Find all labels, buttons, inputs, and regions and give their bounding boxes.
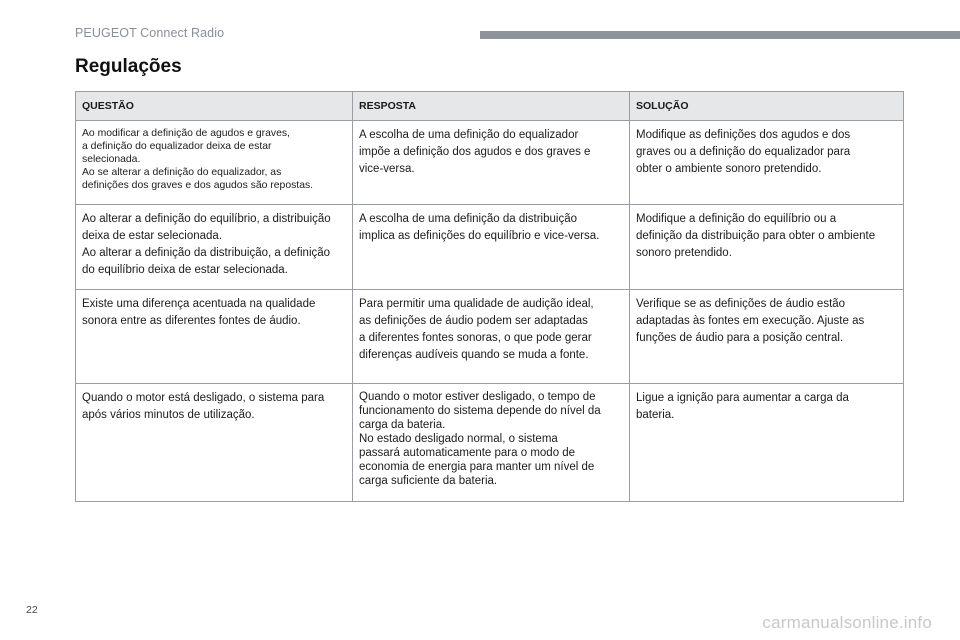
running-header: PEUGEOT Connect Radio xyxy=(75,26,225,40)
cell-line: definição da distribuição para obter o ambiente xyxy=(636,230,876,242)
answer-cell xyxy=(353,384,630,502)
cell-line: obter o ambiente sonoro pretendido. xyxy=(636,163,822,175)
cell-line: Modifique as definições dos agudos e dos xyxy=(636,129,851,141)
cell-line: A escolha de uma definição do equalizador xyxy=(359,129,579,141)
cell-line: bateria. xyxy=(636,409,675,421)
solution-cell xyxy=(630,205,904,290)
cell-line: após vários minutos de utilização. xyxy=(82,409,255,421)
cell-line: diferenças audíveis quando se muda a fonte. xyxy=(359,349,589,361)
page-title: Regulações xyxy=(75,56,182,77)
cell-line: Ao alterar a definição do equilíbrio, a distribuição xyxy=(82,213,331,225)
table-row xyxy=(76,290,904,384)
solution-cell xyxy=(630,121,904,205)
cell-line: vice-versa. xyxy=(359,163,415,175)
column-header-question: QUESTÃO xyxy=(76,92,353,121)
cell-line: sonoro pretendido. xyxy=(636,247,732,259)
solution-cell xyxy=(630,290,904,384)
header-bar xyxy=(480,31,960,39)
cell-line: selecionada. xyxy=(82,154,141,165)
cell-line: Ao alterar a definição da distribuição, a definição xyxy=(82,247,331,259)
table-header-row xyxy=(76,92,904,121)
table-row xyxy=(76,121,904,205)
cell-line: Quando o motor está desligado, o sistema para xyxy=(82,392,325,404)
cell-line: carga da bateria. xyxy=(359,419,446,431)
cell-line: Existe uma diferença acentuada na qualidade xyxy=(82,298,316,310)
cell-line: Para permitir uma qualidade de audição ideal, xyxy=(359,298,594,310)
question-cell xyxy=(76,121,353,205)
cell-line: as definições de áudio podem ser adaptadas xyxy=(359,315,588,327)
cell-line: passará automaticamente para o modo de xyxy=(359,447,576,459)
question-cell xyxy=(76,290,353,384)
answer-cell xyxy=(353,290,630,384)
cell-line: Verifique se as definições de áudio estão xyxy=(636,298,846,310)
cell-line: carga suficiente da bateria. xyxy=(359,475,498,487)
faq-table xyxy=(75,91,904,502)
column-header-answer: RESPOSTA xyxy=(353,92,630,121)
question-cell xyxy=(76,384,353,502)
cell-line: A escolha de uma definição da distribuição xyxy=(359,213,578,225)
cell-line: sonora entre as diferentes fontes de áudio. xyxy=(82,315,301,327)
cell-line: impõe a definição dos agudos e dos graves e xyxy=(359,146,591,158)
question-cell xyxy=(76,205,353,290)
cell-line: do equilíbrio deixa de estar selecionada. xyxy=(82,264,288,276)
watermark-link[interactable]: carmanualsonline.info xyxy=(762,613,932,632)
cell-line: funcionamento do sistema depende do nível da xyxy=(359,405,601,417)
cell-line: No estado desligado normal, o sistema xyxy=(359,433,558,445)
cell-line: funções de áudio para a posição central. xyxy=(636,332,844,344)
cell-line: Ao modificar a definição de agudos e graves, xyxy=(82,128,290,139)
answer-cell xyxy=(353,205,630,290)
cell-line: Quando o motor estiver desligado, o tempo de xyxy=(359,391,596,403)
table-row xyxy=(76,205,904,290)
table-row xyxy=(76,384,904,502)
column-header-solution: SOLUÇÃO xyxy=(630,92,904,121)
cell-line: graves ou a definição do equalizador para xyxy=(636,146,851,158)
cell-line: economia de energia para manter um nível de xyxy=(359,461,595,473)
cell-line: a definição do equalizador deixa de estar xyxy=(82,141,272,152)
cell-line: Ligue a ignição para aumentar a carga da xyxy=(636,392,849,404)
page-number: 22 xyxy=(26,604,38,616)
cell-line: adaptadas às fontes em execução. Ajuste as xyxy=(636,315,865,327)
cell-line: Ao se alterar a definição do equalizador, as xyxy=(82,167,282,178)
cell-line: a diferentes fontes sonoras, o que pode gerar xyxy=(359,332,592,344)
cell-line: implica as definições do equilíbrio e vice-versa. xyxy=(359,230,600,242)
cell-line: definições dos graves e dos agudos são repostas. xyxy=(82,180,314,191)
answer-cell xyxy=(353,121,630,205)
solution-cell xyxy=(630,384,904,502)
cell-line: deixa de estar selecionada. xyxy=(82,230,223,242)
cell-line: Modifique a definição do equilíbrio ou a xyxy=(636,213,837,225)
